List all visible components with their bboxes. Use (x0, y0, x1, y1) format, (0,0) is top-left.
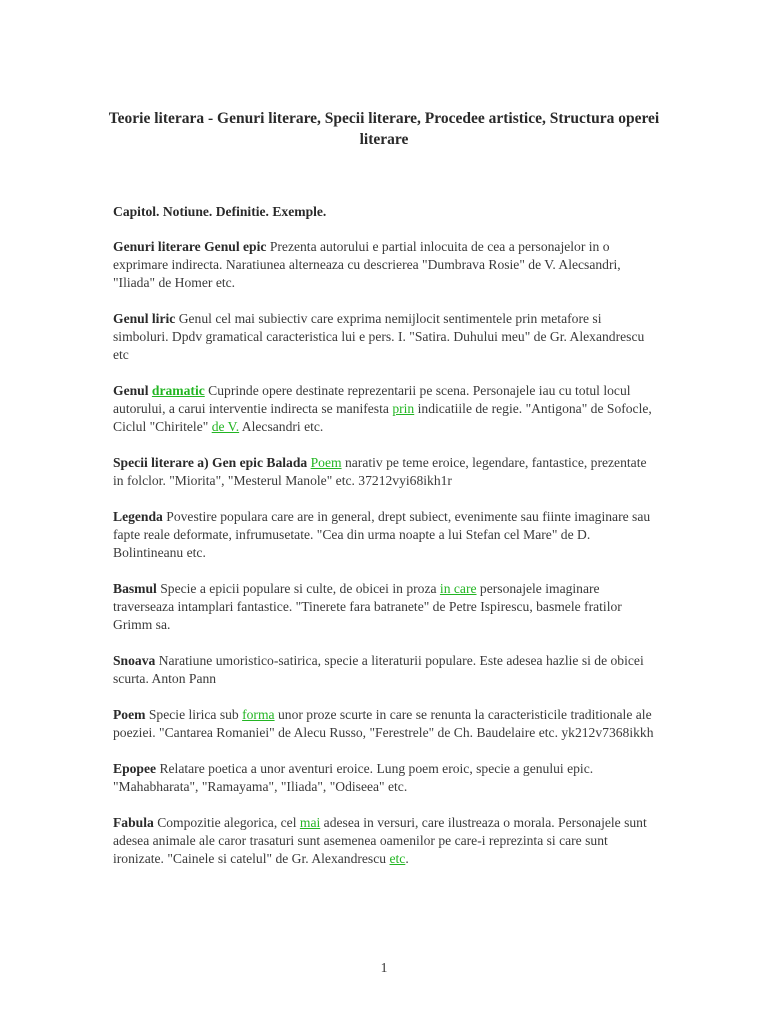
inline-link[interactable]: de V. (211, 419, 240, 434)
term-label: Poem (113, 707, 146, 722)
paragraph (113, 814, 658, 868)
paragraph-text: Cuprinde opere destinate reprezentarii pe scena. Personajele iau cu totul locul autorului, a carui interventie indirecta se manifesta (113, 383, 631, 416)
paragraph-text: adesea in versuri, care ilustreaza o morala. Personajele sunt adesea animale ale caror trasaturi sunt asemenea oamenilor pe care-i reprezinta si care sunt ironizate. "Cainele si catelul" de Gr. Alexandrescu (113, 815, 647, 866)
paragraph (113, 760, 658, 796)
term-label: Specii literare a) Gen epic Balada (113, 455, 308, 470)
paragraph-text: indicatiile de regie. "Antigona" de Sofocle, Ciclul "Chiritele" (113, 401, 652, 434)
paragraph (113, 382, 658, 436)
paragraph (113, 706, 658, 742)
term-label: Epopee (113, 761, 157, 776)
paragraph-text: . (405, 851, 409, 866)
inline-link[interactable]: mai (299, 815, 321, 830)
term-label: Genul (113, 383, 152, 398)
document-content (113, 203, 658, 886)
paragraph-text: Compozitie alegorica, cel (153, 815, 300, 830)
paragraph-list (113, 238, 658, 868)
paragraph-text: Alecsandri etc. (239, 419, 324, 434)
paragraph-text: Prezenta autorului e partial inlocuita de cea a personajelor in o exprimare indirecta. Naratiunea alterneaza cu descrierea "Dumbrava Rosie" de V. Alecsandri, "Iliada" de Homer etc. (113, 239, 621, 290)
paragraph (113, 652, 658, 688)
paragraph (113, 454, 658, 490)
paragraph-text: Povestire populara care are in general, drept subiect, evenimente sau fiinte imaginare sau fapte reale deformate, infrumusetate. "Cea din urma noapte a lui Stefan cel Mare" de D. Bolintineanu etc. (113, 509, 651, 560)
paragraph-text: Genul cel mai subiectiv care exprima nemijlocit sentimentele prin metafore si simboluri. Dpdv gramatical caracteristica lui e pers. I. "Satira. Duhului meu" de Gr. Alexandrescu etc (113, 311, 645, 362)
section-heading: Capitol. Notiune. Definitie. Exemple. (113, 204, 327, 219)
paragraph (113, 580, 658, 634)
term-label: Genuri literare Genul epic (113, 239, 267, 254)
term-label: Basmul (113, 581, 157, 596)
paragraph (113, 310, 658, 364)
paragraph-text: Naratiune umoristico-satirica, specie a literaturii populare. Este adesea hazlie si de obicei scurta. Anton Pann (113, 653, 644, 686)
paragraph (113, 508, 658, 562)
inline-link[interactable]: Poem (310, 455, 342, 470)
inline-link[interactable]: prin (392, 401, 415, 416)
page-number: 1 (380, 960, 388, 975)
inline-link[interactable]: dramatic (151, 383, 205, 398)
document-title: Teorie literara - Genuri literare, Specii literare, Procedee artistice, Structura operei literare (108, 110, 660, 148)
paragraph-text: Specie lirica sub (145, 707, 243, 722)
paragraph-text: unor proze scurte in care se renunta la caracteristicile traditionale ale poeziei. "Cantarea Romaniei" de Alecu Russo, "Ferestrele" de Ch. Baudelaire etc. yk212v7368ikkh (113, 707, 654, 740)
inline-link[interactable]: etc (389, 851, 406, 866)
term-label: Legenda (113, 509, 163, 524)
paragraph-text: personajele imaginare traverseaza intamplari fantastice. "Tinerete fara batranete" de Petre Ispirescu, basmele fratilor Grimm sa. (113, 581, 622, 632)
term-label: Snoava (113, 653, 156, 668)
inline-link[interactable]: forma (242, 707, 275, 722)
paragraph (113, 238, 658, 292)
inline-link[interactable]: in care (439, 581, 477, 596)
term-label: Genul liric (113, 311, 176, 326)
paragraph-text: Specie a epicii populare si culte, de obicei in proza (156, 581, 440, 596)
paragraph-text: narativ pe teme eroice, legendare, fantastice, prezentate in folclor. "Miorita", "Mesterul Manole" etc. 37212vyi68ikh1r (113, 455, 647, 488)
term-label: Fabula (113, 815, 154, 830)
paragraph-text: Relatare poetica a unor aventuri eroice. Lung poem eroic, specie a genului epic. "Mahabharata", "Ramayama", "Iliada", "Odiseea" etc. (113, 761, 594, 794)
